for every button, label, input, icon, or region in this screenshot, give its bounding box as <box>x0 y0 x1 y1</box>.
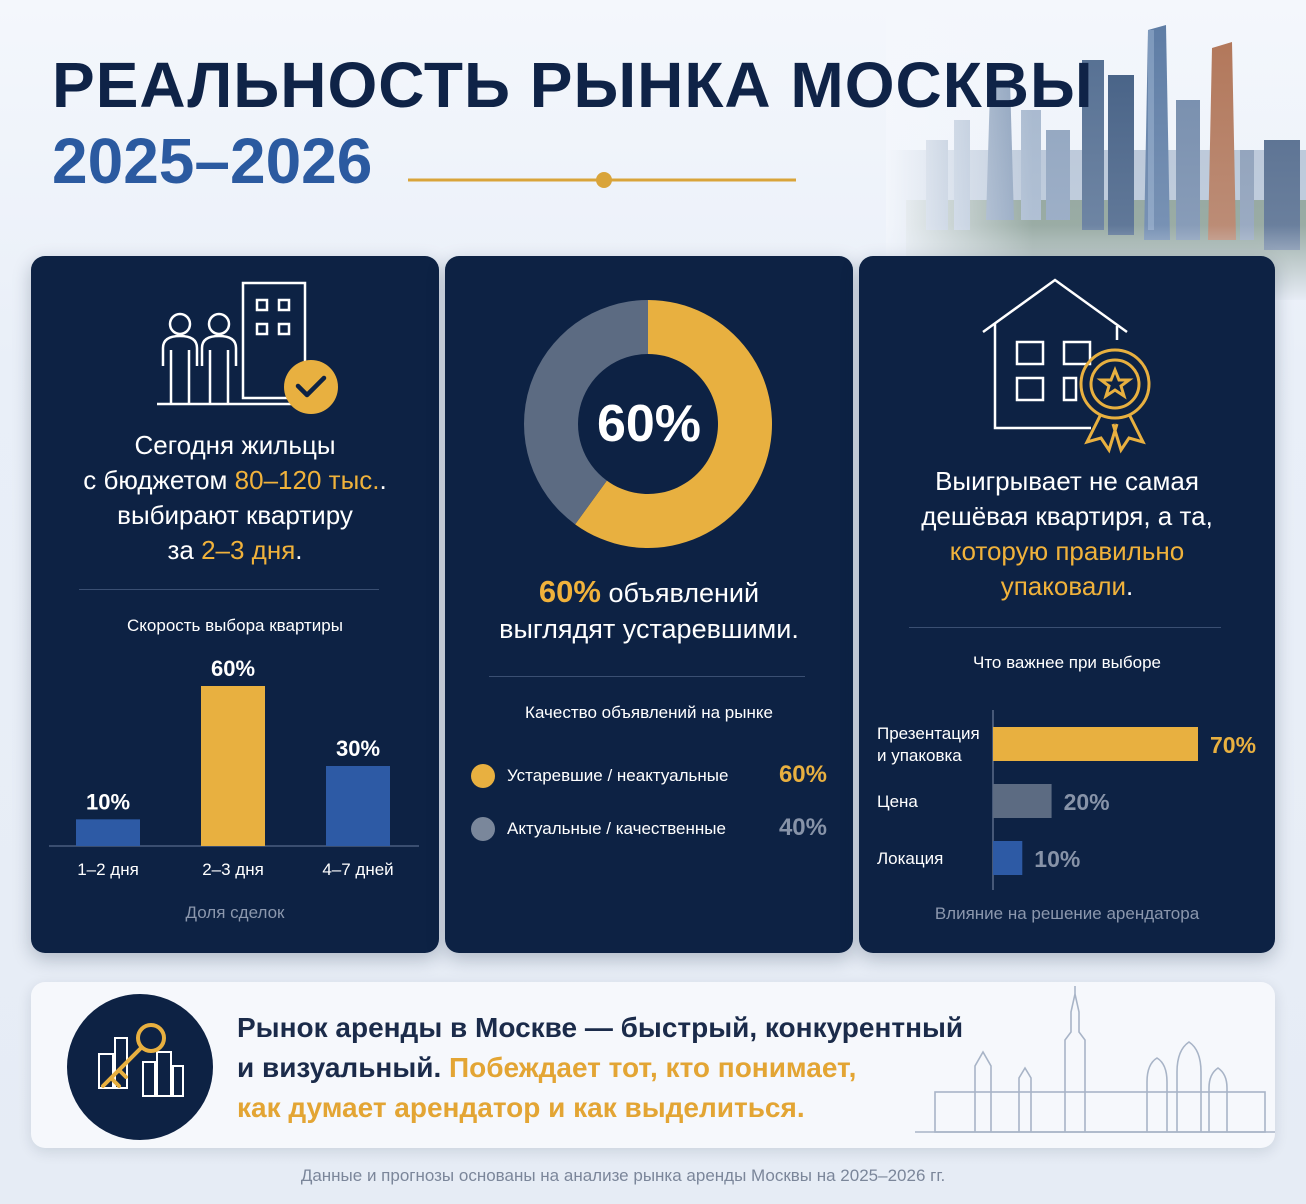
bar-value-label: 30% <box>335 736 381 761</box>
hbar-2 <box>993 784 1052 818</box>
card-selection-speed <box>31 256 439 953</box>
chart3-title: Что важнее при выборе <box>972 653 1162 672</box>
card2-divider <box>489 676 805 677</box>
legend-item-outdated: Устаревшие / неактуальные 60% <box>471 761 827 791</box>
chart1-title: Скорость выбора квартиры <box>127 616 343 635</box>
kremlin-sketch-illustration <box>915 982 1275 1148</box>
card3-headline: Выигрывает не самая дешёвая квартиря, а та, которую правильно упаковали. <box>921 466 1213 601</box>
page-subtitle-years: 2025–2026 <box>52 125 373 197</box>
card-what-matters <box>859 256 1275 953</box>
hbar-value-label: 10% <box>1034 846 1081 872</box>
card-listing-quality <box>445 256 853 953</box>
hbar-value-label: 20% <box>1063 789 1110 815</box>
hbar-1 <box>993 727 1198 761</box>
hbar-category-label: Локация <box>877 849 944 868</box>
hbar-category-label: Презентация и упаковка <box>877 724 980 765</box>
chart2-title: Качество объявлений на рынке <box>525 703 773 722</box>
key-city-icon <box>67 994 213 1140</box>
bar-category-label: 1–2 дня <box>77 860 139 879</box>
bar-value-label: 10% <box>85 789 131 815</box>
bar-2 <box>201 686 265 846</box>
footer-note: Данные и прогнозы основаны на анализе рынка аренды Москвы на 2025–2026 гг. <box>300 1166 946 1185</box>
chart1-xlabel: Доля сделок <box>185 903 285 922</box>
page-title: РЕАЛЬНОСТЬ РЫНКА МОСКВЫ <box>52 49 1094 121</box>
legend-item-actual: Актуальные / качественные 40% <box>471 814 827 844</box>
bar-1 <box>76 819 140 846</box>
what-matters-hbar-chart <box>859 256 1275 953</box>
bar-value-label: 60% <box>210 656 256 681</box>
legend-dot-gray <box>471 817 495 841</box>
bar-category-label: 4–7 дней <box>322 860 394 879</box>
title-divider <box>408 171 796 189</box>
hbar-category-label: Цена <box>877 792 918 811</box>
hbar-3 <box>993 841 1022 875</box>
card2-headline: 60% объявлений выглядят устаревшими. <box>499 574 799 644</box>
bar-category-label: 2–3 дня <box>202 860 264 879</box>
chart3-xlabel: Влияние на решение арендатора <box>934 904 1200 923</box>
card1-headline: Сегодня жильцы с бюджетом 80–120 тыс.. выбирают квартиру за 2–3 дня. <box>83 430 387 565</box>
summary-text: Рынок аренды в Москве — быстрый, конкурентный и визуальный. Побеждает тот, кто понимает, как думает арендатор и как выделиться. <box>237 1012 964 1123</box>
moscow-skyline-illustration <box>886 0 1306 300</box>
bar-3 <box>326 766 390 846</box>
legend-dot-gold <box>471 764 495 788</box>
summary-panel <box>31 982 1275 1148</box>
hbar-value-label: 70% <box>1210 732 1257 758</box>
selection-speed-bar-chart <box>31 256 439 953</box>
donut-center-value: 60% <box>596 395 702 453</box>
